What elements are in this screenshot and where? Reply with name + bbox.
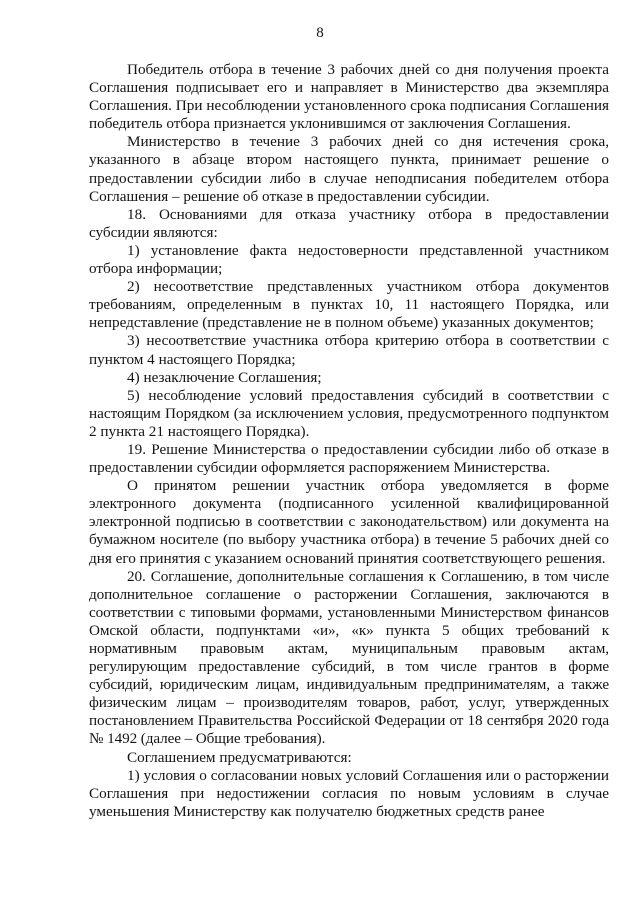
list-item-ground-3: 3) несоответствие участника отбора критерию отбора в соответствии с пунктом 4 настоящего Порядка;	[89, 332, 609, 368]
list-item-ground-2: 2) несоответствие представленных участником отбора документов требованиям, определенным в пунктах 10, 11 настоящего Порядка, или непредставление (представление не в полном объеме) указанных документов;	[89, 278, 609, 332]
document-body	[89, 61, 609, 821]
paragraph-19-decision-order: 19. Решение Министерства о предоставлении субсидии либо об отказе в предоставлении субсидии оформляется распоряжением Министерства.	[89, 440, 609, 477]
page-number: 8	[316, 25, 324, 41]
list-item-ground-1: 1) установление факта недостоверности представленной участником отбора информации;	[89, 241, 609, 278]
paragraph-agreement-provides: Соглашением предусматриваются:	[127, 748, 352, 766]
list-item-condition-1: 1) условия о согласовании новых условий Соглашения или о расторжении Соглашения при недостижении согласия по новым условиям в случае уменьшения Министерству как получателю бюджетных средств ранее	[89, 766, 609, 820]
paragraph-18-refusal-grounds: 18. Основаниями для отказа участнику отбора в предоставлении субсидии являются:	[89, 205, 609, 241]
paragraph-ministry-decision: Министерство в течение 3 рабочих дней со дня истечения срока, указанного в абзаце втором настоящего пункта, принимает решение о предоставлении субсидии либо в случае неподписания победителем отбора Соглашения – решение об отказе в предоставлении субсидии.	[89, 133, 609, 205]
paragraph-notification: О принятом решении участник отбора уведомляется в форме электронного документа (подписанного усиленной квалифицированной электронной подписью в соответствии с законодательством) или документа на бумажном носителе (по выбору участника отбора) в течение 5 рабочих дней со дня его принятия с указанием оснований принятия соответствующего решения.	[89, 477, 609, 567]
paragraph-winner-signing: Победитель отбора в течение 3 рабочих дней со дня получения проекта Соглашения подписывает его и направляет в Министерство два экземпляра Соглашения. При несоблюдении установленного срока подписания Соглашения победитель отбора признается уклонившимся от заключения Соглашения.	[89, 61, 609, 133]
list-item-ground-5: 5) несоблюдение условий предоставления субсидий в соответствии с настоящим Порядком (за исключением условия, предусмотренного подпунктом 2 пункта 21 настоящего Порядка).	[89, 386, 609, 440]
list-item-ground-4: 4) незаключение Соглашения;	[127, 368, 322, 386]
paragraph-20-agreement-forms: 20. Соглашение, дополнительные соглашения к Соглашению, в том числе дополнительное соглашение о расторжении Соглашения, заключаются в соответствии с типовыми формами, установленными Министерством финансов Омской области, подпунктами «и», «к» пункта 5 общих требований к нормативным правовым актам, муниципальным правовым актам, регулирующим предоставление субсидий, в том числе грантов в форме субсидий, юридическим лицам, индивидуальным предпринимателям, а также физическим лицам – производителям товаров, работ, услуг, утвержденных постановлением Правительства Российской Федерации от 18 сентября 2020 года № 1492 (далее – Общие требования).	[89, 567, 609, 748]
